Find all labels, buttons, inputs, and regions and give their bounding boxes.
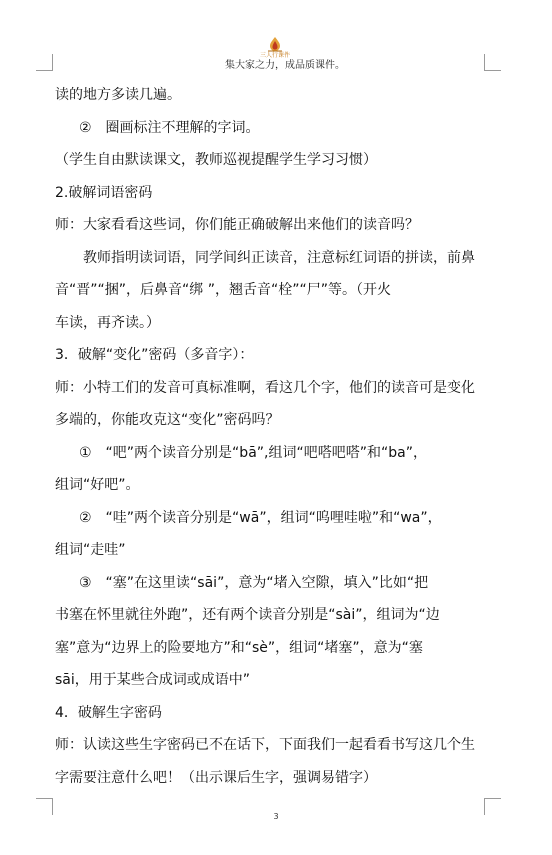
paragraph-line: ① “吧”两个读音分别是“bā”,组词“吧嗒吧嗒”和“ba”， [79, 444, 427, 461]
paragraph-line: 字需要注意什么吧！（出示课后生字，强调易错字） [55, 769, 377, 786]
paragraph-line: 师：认读这些生字密码已不在话下，下面我们一起看看书写这几个生 [55, 737, 475, 753]
paragraph-line: 多端的，你能攻克这“变化”密码吗？ [55, 412, 280, 428]
paragraph-line: 组词“好吧”。 [55, 477, 140, 493]
header-slogan: 集大家之力，成品质课件。 [225, 60, 345, 71]
document-body [55, 79, 495, 794]
section-heading: 2.破解词语密码 [55, 184, 153, 201]
paragraph-line: 师：小特工们的发音可真标准啊，看这几个字，他们的读音可是变化 [55, 379, 475, 396]
paragraph-line: ② 圈画标注不理解的字词。 [79, 119, 260, 136]
logo-emblem-icon [265, 36, 285, 52]
paragraph-line: 教师指明读词语，同学间纠正读音，注意标红词语的拼读，前鼻 [83, 249, 475, 266]
paragraph-line: ③ “塞”在这里读“sāi”，意为“堵入空隙，填入”比如“把 [79, 574, 429, 591]
paragraph-line: sāi，用于某些合成词或成语中” [55, 672, 251, 688]
paragraph-line: 书塞在怀里就往外跑”，还有两个读音分别是“sài”，组词为“边 [55, 607, 440, 623]
paragraph-line: 车读，再齐读。） [55, 314, 160, 331]
section-heading: 4．破解生字密码 [55, 704, 162, 721]
paragraph-line: 塞”意为“边界上的险要地方”和“sè”，组词“堵塞”，意为“塞 [55, 639, 423, 656]
paragraph-line: 师：大家看看这些词，你们能正确破解出来他们的读音吗？ [55, 217, 419, 233]
paragraph-line: 音“晋”“捆”，后鼻音“绑 ”，翘舌音“栓”“尸”等。（开火 [55, 282, 391, 298]
paragraph-line: 读的地方多读几遍。 [55, 87, 181, 103]
crop-mark-top-right [484, 54, 501, 71]
page-number: 3 [273, 812, 279, 821]
header-logo [225, 36, 345, 72]
paragraph-line: ② “哇”两个读音分别是“wā”，组词“呜哩哇啦”和“wa”， [79, 509, 442, 526]
paragraph-line: 组词“走哇” [55, 542, 126, 558]
logo-title: 三人行课件 [259, 52, 290, 59]
paragraph-line: （学生自由默读课文，教师巡视提醒学生学习习惯） [55, 152, 377, 168]
section-heading: 3．破解“变化”密码（多音字）： [55, 347, 254, 363]
crop-mark-top-left [36, 54, 53, 71]
